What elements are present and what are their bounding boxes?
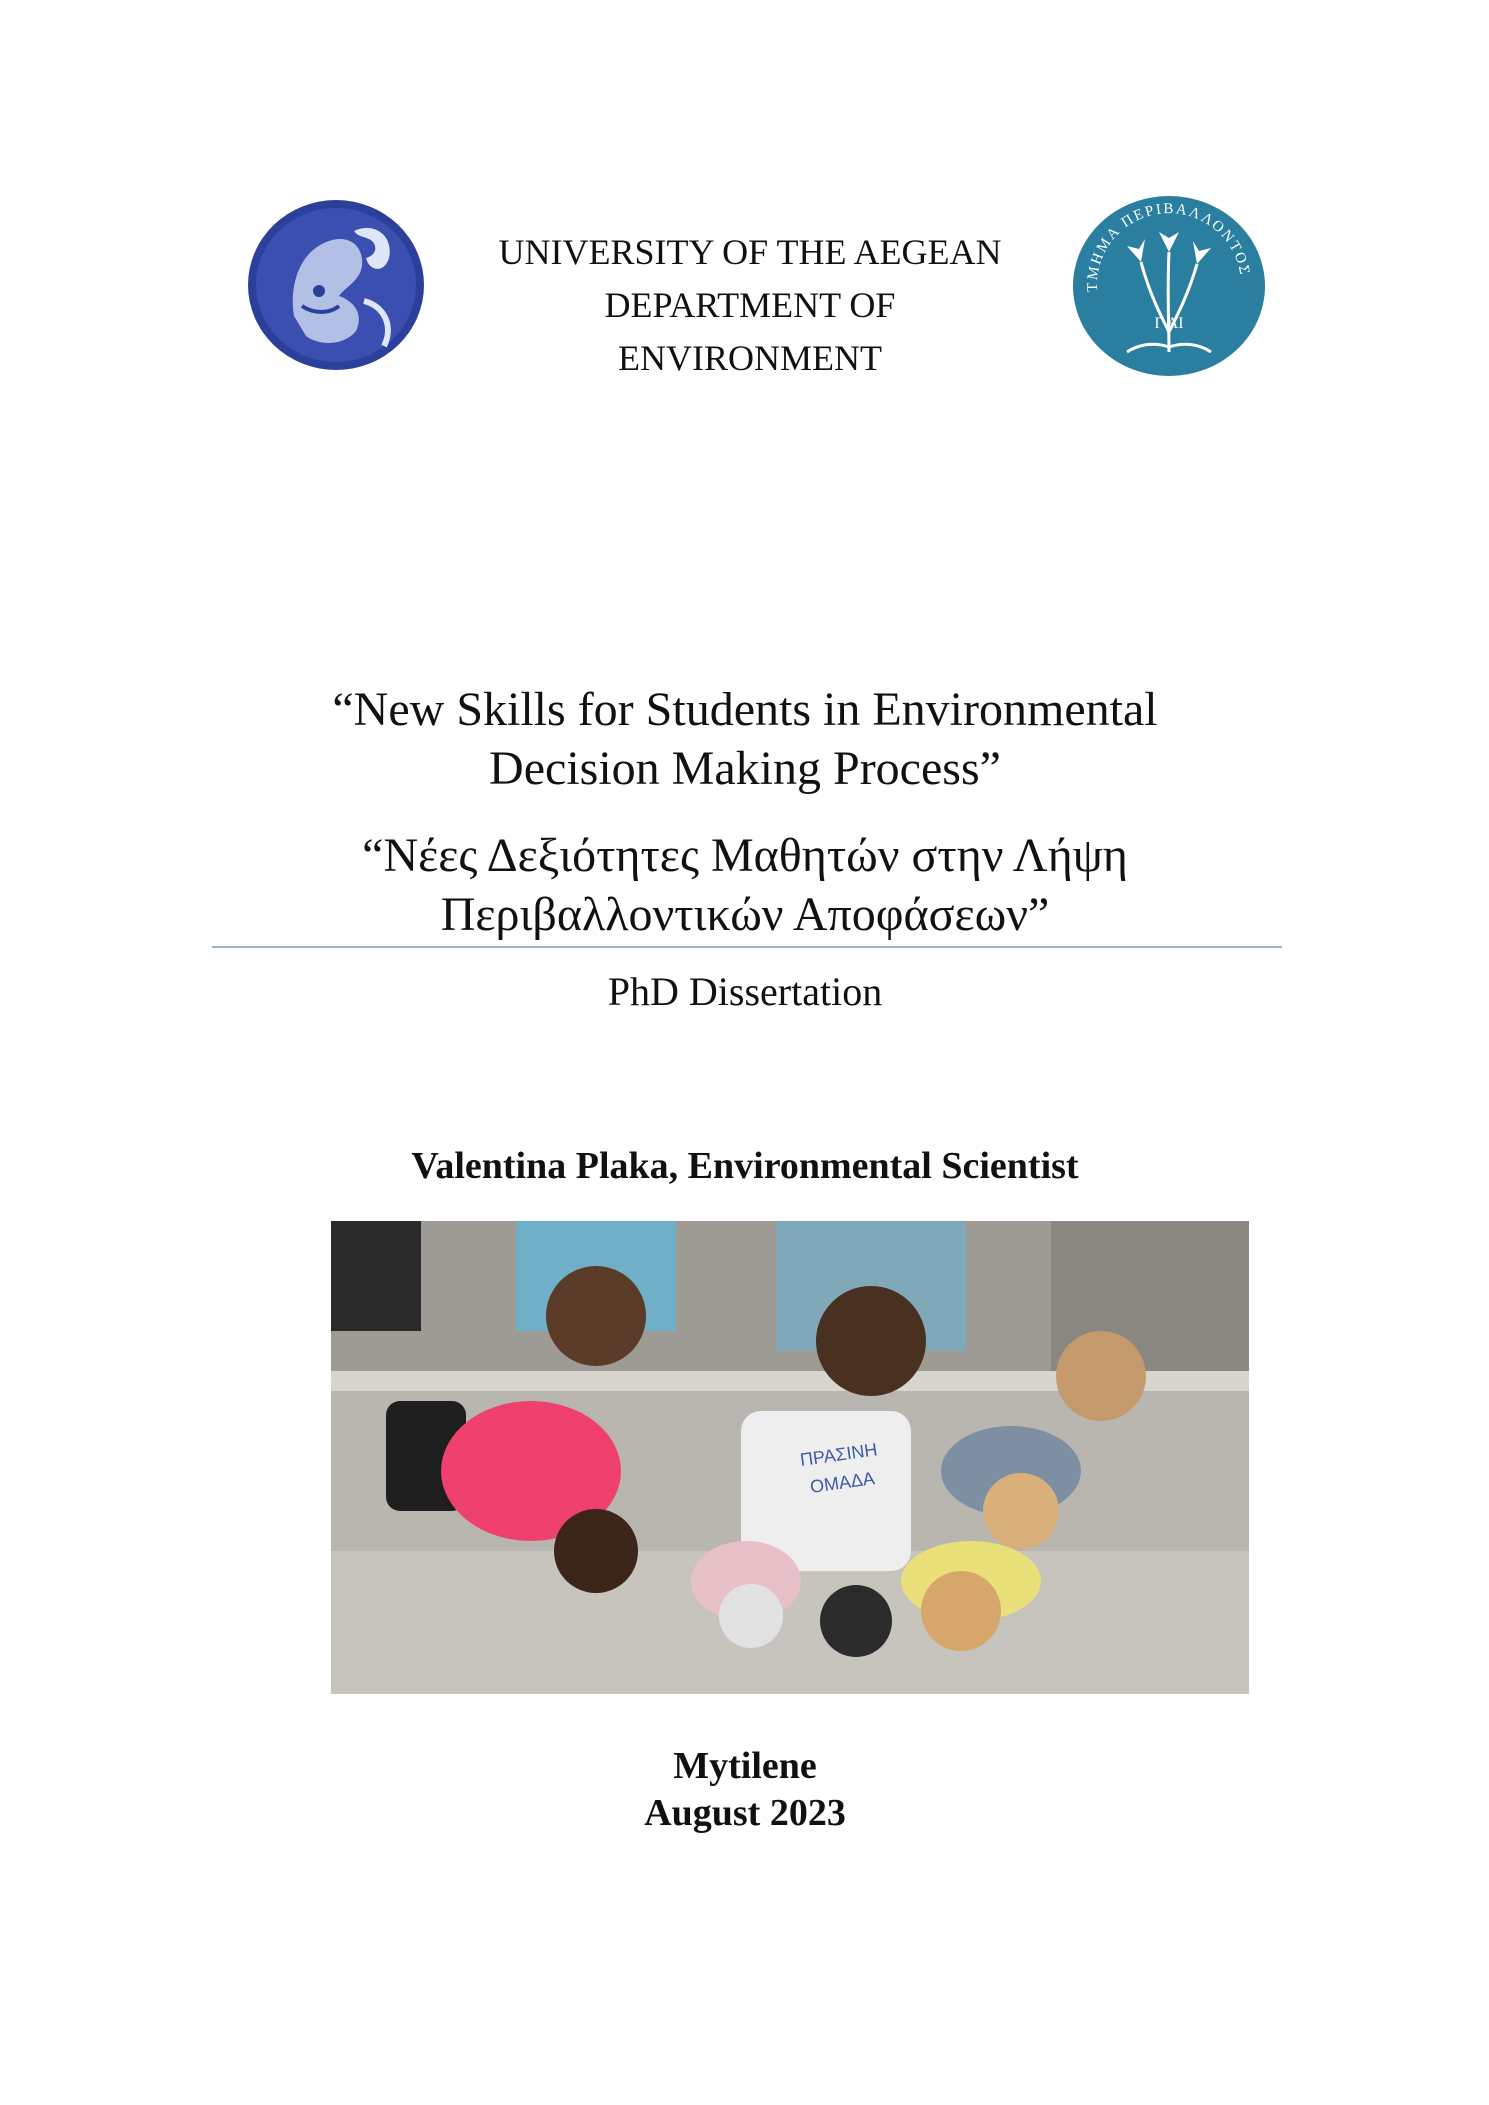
author-line: Valentina Plaka, Environmental Scientist <box>411 1145 1079 1187</box>
greek-title <box>220 826 1270 944</box>
english-title-line-1: “New Skills for Students in Environmental <box>332 683 1158 736</box>
cover-photo <box>331 1221 1249 1694</box>
seal-ring-text: ΤΜΗΜΑ ΠΕΡΙΒΑΛΛΟΝΤΟΣ <box>1084 201 1253 292</box>
institution-header <box>440 226 1060 385</box>
greek-title-line-1: “Νέες Δεξιότητες Μαθητών στην Λήψη <box>362 829 1128 882</box>
english-title-line-2: Decision Making Process” <box>489 742 1001 795</box>
document-type: PhD Dissertation <box>607 969 883 1014</box>
date: August 2023 <box>644 1792 846 1834</box>
title-divider <box>212 946 1282 948</box>
english-title <box>220 680 1270 798</box>
university-name: UNIVERSITY OF THE AEGEAN <box>498 232 1002 272</box>
seal-initials: Γ ΑΙ <box>1154 315 1184 332</box>
shirt-text-line-2: ΟΜΑΔΑ <box>808 1468 876 1497</box>
department-line-2: ENVIRONMENT <box>618 338 882 378</box>
university-seal-logo <box>244 196 429 374</box>
department-seal-logo <box>1069 192 1269 380</box>
place: Mytilene <box>673 1745 817 1787</box>
greek-title-line-2: Περιβαλλοντικών Αποφάσεων” <box>440 888 1050 941</box>
shirt-text-line-1: ΠΡΑΣΙΝΗ <box>798 1439 879 1470</box>
department-line-1: DEPARTMENT OF <box>604 285 896 325</box>
